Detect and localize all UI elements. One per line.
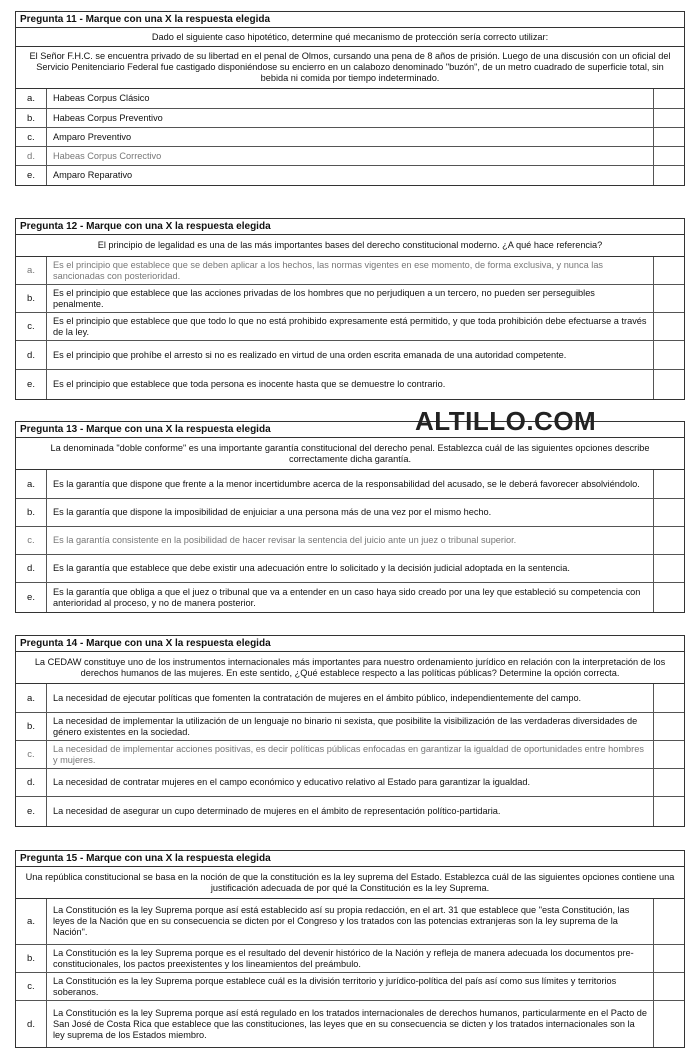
option-text: La Constitución es la ley Suprema porque establece cuál es la división territorio y jurídico-política del país así como sus límites y territorios soberanos.	[47, 973, 654, 1000]
answer-box[interactable]	[654, 109, 684, 127]
option-letter: d.	[16, 555, 47, 582]
option-letter: d.	[16, 147, 47, 165]
option-text: Es la garantía que dispone que frente a la menor incertidumbre acerca de la responsabilidad del acusado, se le deberá favorecer absolviéndolo.	[47, 470, 654, 498]
option-a	[16, 89, 684, 109]
answer-box[interactable]	[654, 341, 684, 369]
answer-box[interactable]	[654, 899, 684, 944]
option-letter: a.	[16, 470, 47, 498]
answer-box[interactable]	[654, 166, 684, 185]
question-14	[15, 635, 685, 827]
answer-box[interactable]	[654, 973, 684, 1000]
option-text: Es la garantía consistente en la posibilidad de hacer revisar la sentencia del juicio ante un juez o tribunal superior.	[47, 527, 654, 554]
option-text: La necesidad de contratar mujeres en el campo económico y educativo relativo al Estado para garantizar la igualdad.	[47, 769, 654, 796]
option-b	[16, 109, 684, 128]
option-text: Amparo Reparativo	[47, 166, 654, 185]
option-d	[16, 147, 684, 166]
option-letter: c.	[16, 527, 47, 554]
question-11	[15, 11, 685, 186]
answer-box[interactable]	[654, 470, 684, 498]
answer-box[interactable]	[654, 684, 684, 712]
option-d	[16, 769, 684, 797]
option-a	[16, 257, 684, 285]
option-letter: c.	[16, 128, 47, 146]
option-letter: a.	[16, 899, 47, 944]
option-text: Habeas Corpus Clásico	[47, 89, 654, 108]
question-stem: El principio de legalidad es una de las más importantes bases del derecho constitucional moderno. ¿A qué hace referencia?	[16, 235, 684, 257]
option-e	[16, 583, 684, 612]
option-text: Amparo Preventivo	[47, 128, 654, 146]
option-e	[16, 166, 684, 185]
question-header: Pregunta 15 - Marque con una X la respuesta elegida	[16, 851, 684, 867]
answer-box[interactable]	[654, 313, 684, 340]
option-letter: c.	[16, 973, 47, 1000]
option-letter: e.	[16, 583, 47, 612]
question-15	[15, 850, 685, 1048]
question-stem: La denominada "doble conforme" es una importante garantía constitucional del derecho penal. Establezca cuál de las siguientes opciones describe correctamente dicha garantía.	[16, 438, 684, 470]
question-stem: La CEDAW constituye uno de los instrumentos internacionales más importantes para nuestro ordenamiento jurídico en relación con la interpretación de los derechos humanos de las mujeres. En este sentido, ¿Qué establece respecto a las políticas públicas? Determine la opción correcta.	[16, 652, 684, 684]
question-header: Pregunta 13 - Marque con una X la respuesta elegida	[16, 422, 684, 438]
option-text: La necesidad de implementar la utilización de un lenguaje no binario ni sexista, que posibilite la visibilización de las verdaderas diversidades de género existentes en la sociedad.	[47, 713, 654, 740]
answer-box[interactable]	[654, 370, 684, 399]
question-case: El Señor F.H.C. se encuentra privado de su libertad en el penal de Olmos, cursando una pena de 8 años de prisión. Luego de una discusión con un oficial del Servicio Penitenciario Federal fue castigado disponiéndose su encierro en un calabozo denominado "buzón", de un metro cuadrado de superficie total, sin bebida ni comida por tiempo indeterminado.	[16, 47, 684, 89]
watermark: ALTILLO.COM	[415, 406, 597, 436]
question-stem: Una república constitucional se basa en la noción de que la constitución es la ley suprema del Estado. Establezca cuál de las siguientes opciones contiene una justificación adecuada de por qué la Constitución es la ley Suprema.	[16, 867, 684, 899]
option-letter: a.	[16, 257, 47, 284]
option-text: La necesidad de implementar acciones positivas, es decir políticas públicas enfocadas en garantizar la igualdad de oportunidades entre hombres y mujeres.	[47, 741, 654, 768]
answer-box[interactable]	[654, 555, 684, 582]
option-d	[16, 555, 684, 583]
option-letter: e.	[16, 370, 47, 399]
option-b	[16, 945, 684, 973]
question-header: Pregunta 12 - Marque con una X la respuesta elegida	[16, 219, 684, 235]
answer-box[interactable]	[654, 285, 684, 312]
option-a	[16, 899, 684, 945]
answer-box[interactable]	[654, 499, 684, 526]
option-text: Es el principio que establece que las acciones privadas de los hombres que no perjudiquen a un tercero, no pueden ser perseguibles penalmente.	[47, 285, 654, 312]
option-d	[16, 341, 684, 370]
option-text: La necesidad de asegurar un cupo determinado de mujeres en el ámbito de representación político-partidaria.	[47, 797, 654, 826]
option-letter: b.	[16, 109, 47, 127]
answer-box[interactable]	[654, 769, 684, 796]
option-letter: a.	[16, 684, 47, 712]
question-13	[15, 421, 685, 613]
option-text: Es la garantía que establece que debe existir una adecuación entre lo solicitado y la decisión judicial adoptada en la sentencia.	[47, 555, 654, 582]
option-letter: a.	[16, 89, 47, 108]
answer-box[interactable]	[654, 1001, 684, 1047]
option-text: Es el principio que establece que que todo lo que no está prohibido expresamente está permitido, y que toda prohibición debe efectuarse a través de la ley.	[47, 313, 654, 340]
option-letter: c.	[16, 313, 47, 340]
option-b	[16, 285, 684, 313]
option-text: Es la garantía que obliga a que el juez o tribunal que va a entender en un caso haya sido creado por una ley que estableció su competencia con anterioridad al proceso, y no de manera posterior.	[47, 583, 654, 612]
option-a	[16, 684, 684, 713]
option-text: La Constitución es la ley Suprema porque es el resultado del devenir histórico de la Nación y refleja de manera adecuada los documentos pre-constitucionales, los pactos preexistentes y los lineamientos del preámbulo.	[47, 945, 654, 972]
option-text: La Constitución es la ley Suprema porque así está regulado en los tratados internacionales de derechos humanos, particularmente en el Pacto de San José de Costa Rica que establece que las constituciones, las leyes que en su consecuencia se dicten y los tratados internacionales son la ley suprema de los Estados miembro.	[47, 1001, 654, 1047]
option-letter: d.	[16, 1001, 47, 1047]
option-d	[16, 1001, 684, 1047]
answer-box[interactable]	[654, 147, 684, 165]
option-b	[16, 499, 684, 527]
answer-box[interactable]	[654, 527, 684, 554]
answer-box[interactable]	[654, 741, 684, 768]
option-letter: e.	[16, 166, 47, 185]
option-letter: b.	[16, 945, 47, 972]
option-letter: c.	[16, 741, 47, 768]
option-c	[16, 128, 684, 147]
answer-box[interactable]	[654, 89, 684, 108]
answer-box[interactable]	[654, 257, 684, 284]
option-a	[16, 470, 684, 499]
option-text: La Constitución es la ley Suprema porque así está establecido así su propia redacción, en el art. 31 que establece que "esta Constitución, las leyes de la Nación que en su consecuencia se dicten por el Congreso y los tratados con las potencias extranjeras son la ley suprema de la Nación".	[47, 899, 654, 944]
option-letter: b.	[16, 713, 47, 740]
option-c	[16, 313, 684, 341]
question-stem: Dado el siguiente caso hipotético, determine qué mecanismo de protección sería correcto utilizar:	[16, 28, 684, 47]
option-letter: b.	[16, 499, 47, 526]
option-letter: b.	[16, 285, 47, 312]
question-header: Pregunta 14 - Marque con una X la respuesta elegida	[16, 636, 684, 652]
option-text: Habeas Corpus Correctivo	[47, 147, 654, 165]
option-e	[16, 797, 684, 826]
answer-box[interactable]	[654, 945, 684, 972]
option-c	[16, 741, 684, 769]
option-letter: d.	[16, 769, 47, 796]
option-letter: d.	[16, 341, 47, 369]
option-text: Es el principio que establece que toda persona es inocente hasta que se demuestre lo contrario.	[47, 370, 654, 399]
option-text: La necesidad de ejecutar políticas que fomenten la contratación de mujeres en el ámbito público, independientemente del campo.	[47, 684, 654, 712]
option-text: Es el principio que establece que se deben aplicar a los hechos, las normas vigentes en ese momento, de forma exclusiva, y nunca las sancionadas con posterioridad.	[47, 257, 654, 284]
option-text: Es el principio que prohíbe el arresto si no es realizado en virtud de una orden escrita emanada de una autoridad competente.	[47, 341, 654, 369]
option-text: Es la garantía que dispone la imposibilidad de enjuiciar a una persona más de una vez por el mismo hecho.	[47, 499, 654, 526]
question-12	[15, 218, 685, 400]
answer-box[interactable]	[654, 583, 684, 612]
option-e	[16, 370, 684, 399]
question-header: Pregunta 11 - Marque con una X la respuesta elegida	[16, 12, 684, 28]
answer-box[interactable]	[654, 713, 684, 740]
answer-box[interactable]	[654, 797, 684, 826]
option-c	[16, 973, 684, 1001]
option-letter: e.	[16, 797, 47, 826]
option-text: Habeas Corpus Preventivo	[47, 109, 654, 127]
option-b	[16, 713, 684, 741]
answer-box[interactable]	[654, 128, 684, 146]
option-c	[16, 527, 684, 555]
